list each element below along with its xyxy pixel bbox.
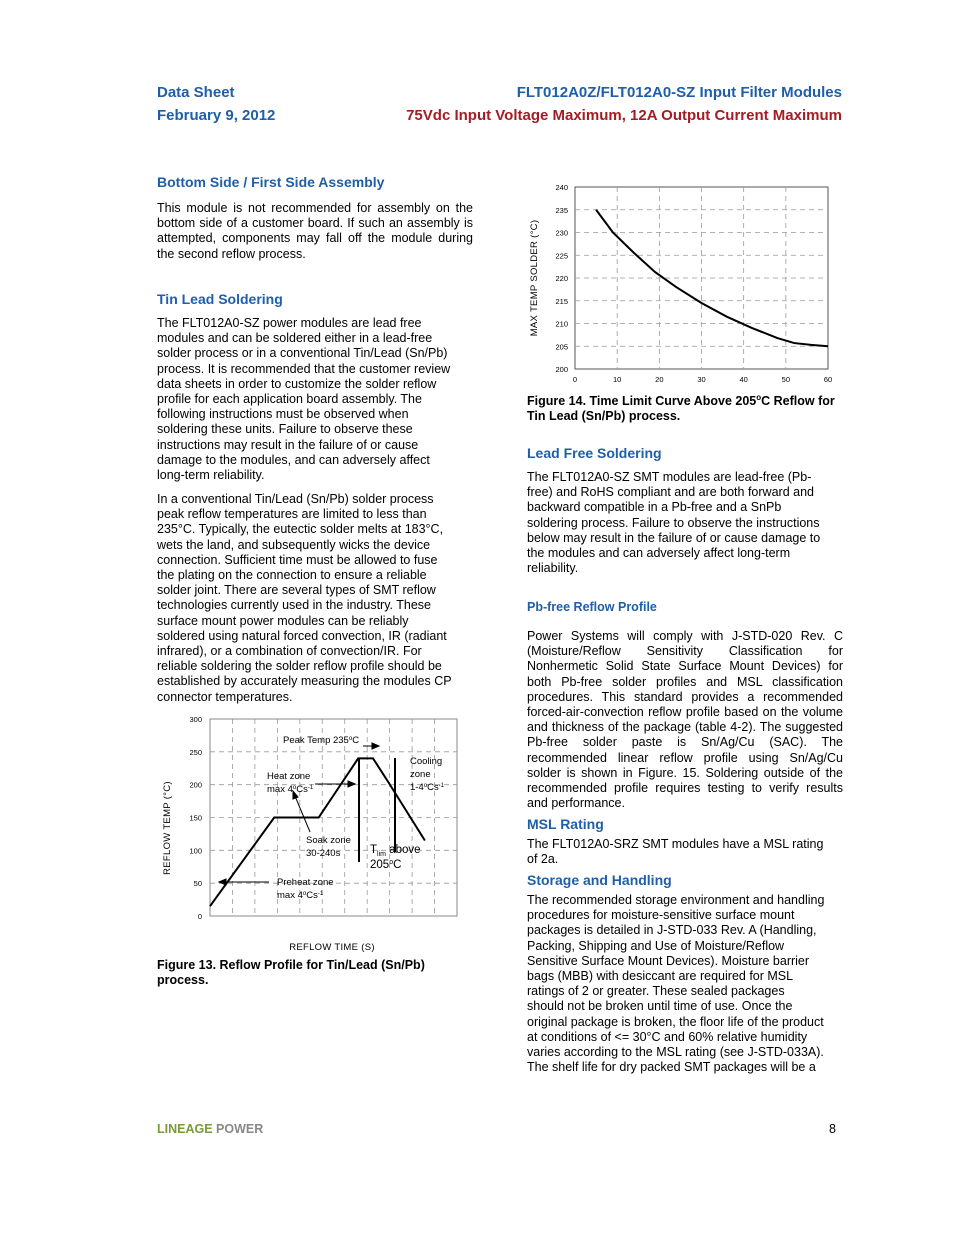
- x-tick-label: 20: [655, 375, 664, 384]
- cooling-zone-label: zone: [410, 769, 431, 780]
- bottom-side-heading: Bottom Side / First Side Assembly: [157, 174, 385, 190]
- y-tick-label: 235: [555, 205, 568, 215]
- tlim-temperature: 205$^o$C: [370, 859, 402, 871]
- y-tick-label: 225: [555, 251, 568, 261]
- y-tick-label: 300: [189, 715, 202, 724]
- header-date: February 9, 2012: [157, 107, 276, 124]
- header-doc-type: Data Sheet: [157, 84, 235, 101]
- max-temp-solder-axis-label: MAX TEMP SOLDER (°C): [529, 219, 540, 337]
- x-tick-label: 60: [823, 375, 833, 384]
- y-tick-label: 0: [197, 912, 202, 921]
- y-tick-label: 200: [189, 780, 202, 790]
- preheat-zone-annotation: Preheat zone: [277, 877, 334, 888]
- heat-zone-rate: $\max 4^oCs^{-1}$: [267, 784, 314, 795]
- y-tick-label: 210: [555, 319, 568, 329]
- peak-temp-annotation: Peak Temp 235$^o$C: [283, 735, 360, 746]
- y-tick-label: 200: [555, 365, 568, 374]
- soak-zone-arrow: [295, 796, 310, 832]
- reflow-time-axis-label: REFLOW TIME (S): [289, 942, 375, 953]
- footer-brand-lineage: LINEAGE: [157, 1122, 213, 1136]
- y-tick-label: 220: [555, 274, 568, 283]
- footer-brand-logo: [157, 1122, 263, 1136]
- footer-brand-power: POWER: [216, 1122, 264, 1136]
- soak-zone-duration: 30-240s: [306, 848, 341, 859]
- x-tick-label: 50: [781, 375, 791, 384]
- x-tick-label: 0: [572, 375, 578, 384]
- cooling-zone-annotation: Cooling: [410, 756, 443, 767]
- x-tick-label: 10: [612, 375, 622, 384]
- y-tick-label: 100: [189, 846, 202, 856]
- x-tick-label: 40: [739, 375, 748, 384]
- header-product-title: FLT012A0Z/FLT012A0-SZ Input Filter Modules: [516, 84, 842, 101]
- msl-rating-paragraph: The FLT012A0-SRZ SMT modules have a MSL rating of 2a.: [527, 837, 824, 867]
- y-tick-label: 250: [189, 747, 202, 757]
- y-tick-label: 215: [555, 296, 568, 306]
- y-tick-label: 205: [555, 342, 568, 352]
- page-number: 8: [829, 1122, 836, 1136]
- y-tick-label: 230: [555, 228, 568, 238]
- tin-lead-heading: Tin Lead Soldering: [157, 291, 283, 307]
- preheat-zone-rate: $\max 4^oCs^{-1}$: [277, 890, 324, 901]
- conventional-process-paragraph: In a conventional Tin/Lead (Sn/Pb) solder process peak reflow temperatures are limited to less than 235°C. Typically, the eutectic solder melts at 183°C, wets the land, and subsequently wicks the device connection. Sufficient time must be allowed to fuse the plating on the connection to ensure a reliable solder joint. There are several types of SMT reflow technologies currently used in the industry. These surface mount power modules can be reliably soldered using natural forced convection, IR (radiant infrared), or a combination of convection/IR. For reliable soldering the solder reflow profile should be established by accurately measuring the modules CP connector temperatures.: [157, 492, 452, 704]
- header-product-subtitle: 75Vdc Input Voltage Maximum, 12A Output Current Maximum: [406, 107, 842, 124]
- bottom-side-paragraph: This module is not recommended for assembly on the bottom side of a customer board. If such an assembly is attempted, components may fall off the module during the second reflow process.: [157, 201, 473, 261]
- time-limit-curve-chart: [525, 180, 845, 390]
- storage-handling-paragraph: The recommended storage environment and handling procedures for moisture-sensitive surface mount packages is detailed in J-STD-033 Rev. A (Handling, Packing, Shipping and Use of Moisture/Reflow Sensitive Surface Mount Devices). Moisture barrier bags (MBB) with desiccant are required for MSL ratings of 2 or greater. These sealed packages should not be broken until time of use. Once the original package is broken, the floor life of the product at conditions of <= 30°C and 60% relative humidity varies according to the MSL rating (see J-STD-033A). The shelf life for dry packed SMT packages will be a: [527, 893, 825, 1075]
- figure13-caption: Figure 13. Reflow Profile for Tin/Lead (Sn/Pb) process.: [157, 958, 425, 987]
- pb-free-reflow-heading: Pb-free Reflow Profile: [527, 600, 657, 614]
- cooling-zone-rate: $1-4^oCs^{-1}$: [410, 782, 445, 793]
- lead-free-heading: Lead Free Soldering: [527, 445, 662, 461]
- msl-rating-heading: MSL Rating: [527, 816, 604, 832]
- tlim-annotation: $T_{lim}$ above: [370, 844, 421, 858]
- lead-free-paragraph: The FLT012A0-SZ SMT modules are lead-free (Pb- free) and RoHS compliant and are both forward and backward compatible in a Pb-free and a SnPb soldering process. Failure to observe the instructions below may result in the failure of or cause damage to the modules and can adversely affect long-term reliability.: [527, 470, 821, 576]
- heat-zone-annotation: Heat zone: [267, 771, 311, 782]
- y-tick-label: 240: [555, 183, 568, 192]
- y-tick-label: 50: [193, 879, 202, 889]
- y-tick-label: 150: [189, 813, 202, 823]
- soak-zone-annotation: Soak zone: [306, 835, 351, 846]
- figure14-caption: Figure 14. Time Limit Curve Above 205$^o$C Reflow for Tin Lead (Sn/Pb) process.: [527, 393, 835, 424]
- pb-free-reflow-paragraph: Power Systems will comply with J-STD-020 Rev. C (Moisture/Reflow Sensitivity Classification for Nonhermetic Solid State Surface Mount Devices) for both Pb-free solder profiles and MSL classification procedures. This standard provides a recommended forced-air-convection reflow profile based on the volume and thickness of the package (table 4-2). The suggested Pb-free solder paste is Sn/Ag/Cu (SAC). The recommended linear reflow profile using Sn/Ag/Cu solder is shown in Figure. 15. Soldering outside of the recommended profile requires testing to verify results and performance.: [527, 629, 843, 811]
- reflow-temp-axis-label: REFLOW TEMP (°C): [162, 781, 173, 875]
- tin-lead-paragraph: The FLT012A0-SZ power modules are lead free modules and can be soldered either in a lead-free solder process or in a conventional Tin/Lead (Sn/Pb) process. It is recommended that the customer review data sheets in order to customize the solder reflow profile for each application board assembly. The following instructions must be observed when soldering these units. Failure to observe these instructions may result in the failure of or cause damage to the modules, and can adversely affect long-term reliability.: [157, 316, 451, 483]
- storage-handling-heading: Storage and Handling: [527, 872, 672, 888]
- reflow-profile-chart: [155, 710, 475, 955]
- x-tick-label: 30: [697, 375, 706, 384]
